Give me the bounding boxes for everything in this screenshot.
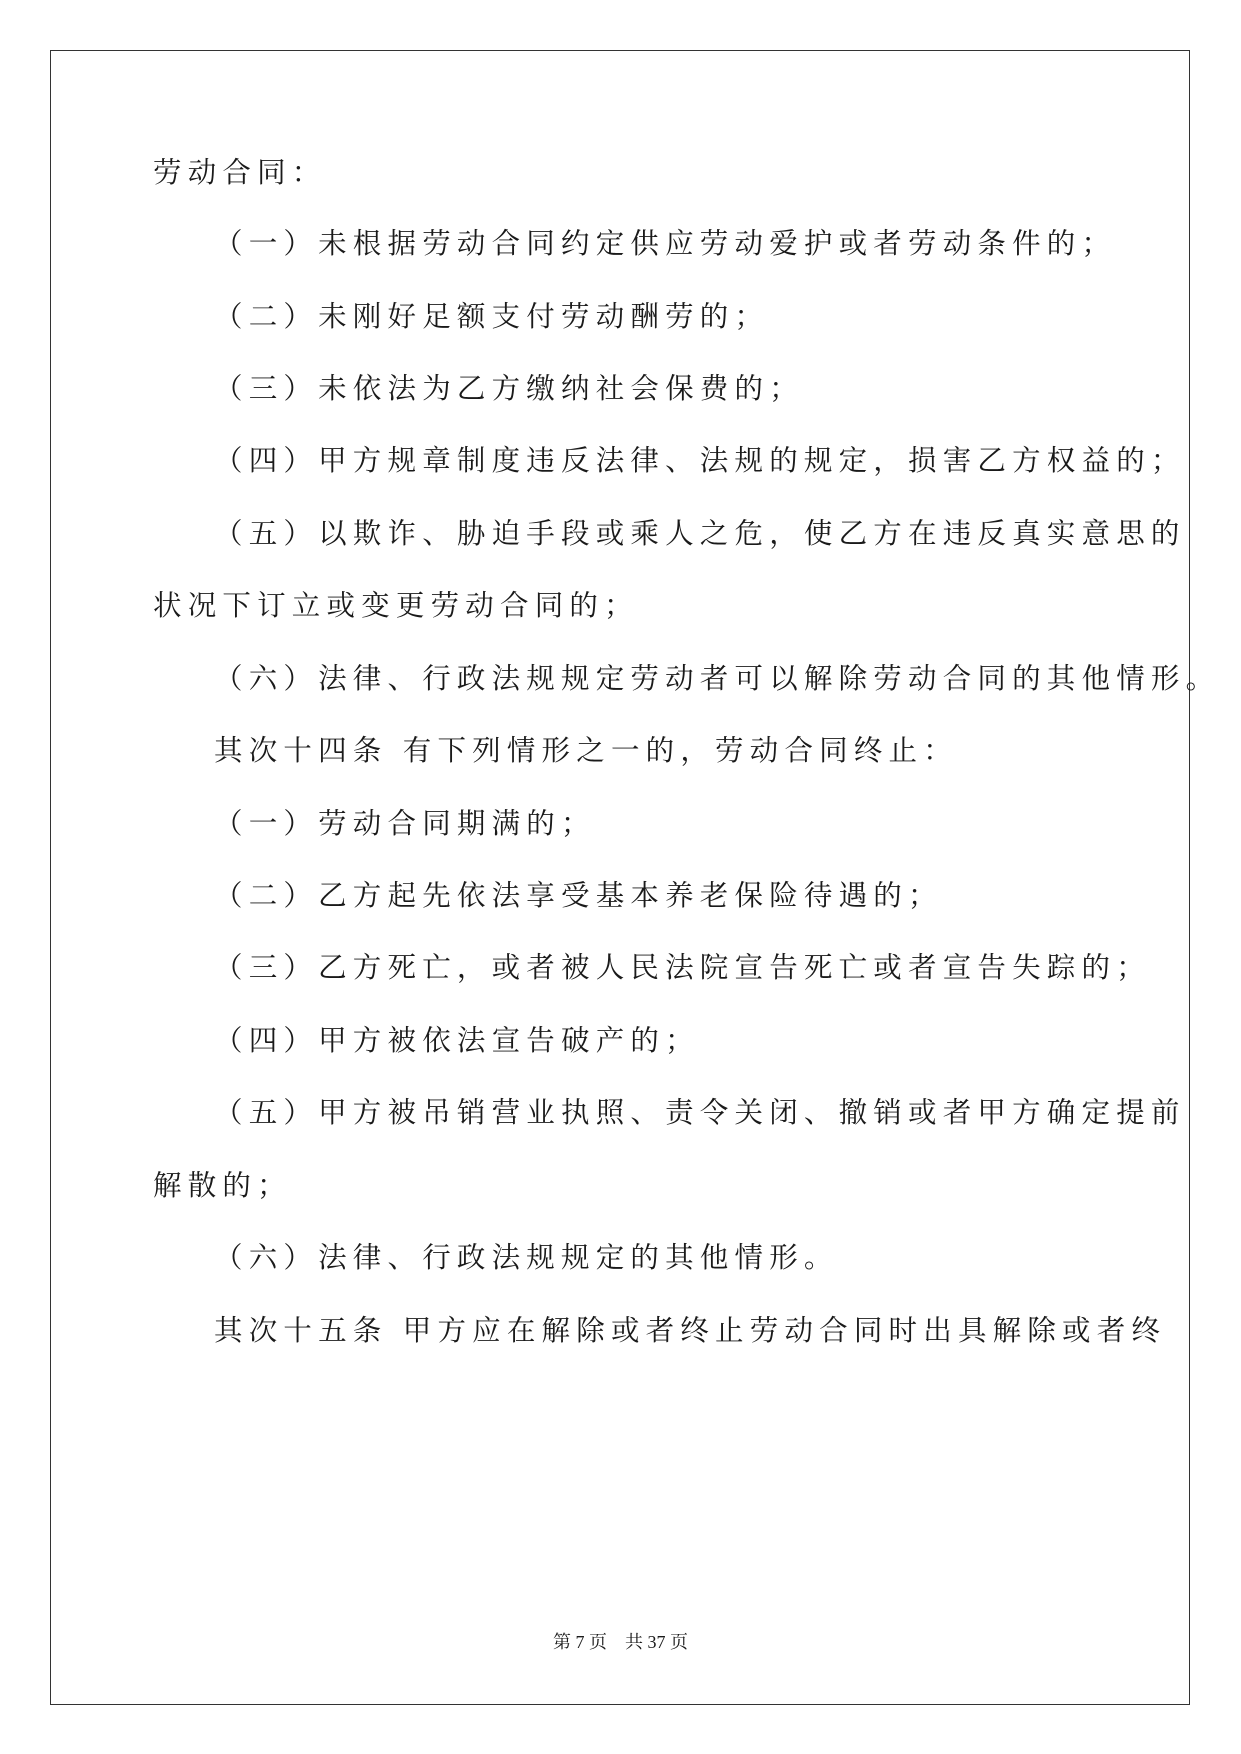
text-line: （六）法律、行政法规规定劳动者可以解除劳动合同的其他情形。 xyxy=(214,662,1221,695)
text-line: 状况下订立或变更劳动合同的； xyxy=(153,589,639,622)
text-line: （三）未依法为乙方缴纳社会保费的； xyxy=(214,372,804,405)
text-line: （三）乙方死亡，或者被人民法院宣告死亡或者宣告失踪的； xyxy=(214,951,1151,984)
text-line: 解散的； xyxy=(153,1169,292,1202)
page-number: 第 7 页 共 37 页 xyxy=(553,1632,688,1652)
text-line: （四）甲方规章制度违反法律、法规的规定，损害乙方权益的； xyxy=(214,444,1186,477)
text-line: （二）未刚好足额支付劳动酬劳的； xyxy=(214,300,770,333)
text-line: （一）未根据劳动合同约定供应劳动爱护或者劳动条件的； xyxy=(214,227,1117,260)
text-line: 其次十四条 有下列情形之一的，劳动合同终止： xyxy=(214,734,958,767)
text-line: （四）甲方被依法宣告破产的； xyxy=(214,1024,700,1057)
text-line: （五）以欺诈、胁迫手段或乘人之危，使乙方在违反真实意思的 xyxy=(214,517,1186,550)
text-line: （二）乙方起先依法享受基本养老保险待遇的； xyxy=(214,879,943,912)
text-line: 劳动合同： xyxy=(153,156,327,189)
text-line: （一）劳动合同期满的； xyxy=(214,807,596,840)
text-line: 其次十五条 甲方应在解除或者终止劳动合同时出具解除或者终 xyxy=(214,1314,1167,1347)
text-line: （五）甲方被吊销营业执照、责令关闭、撤销或者甲方确定提前 xyxy=(214,1096,1186,1129)
text-line: （六）法律、行政法规规定的其他情形。 xyxy=(214,1241,839,1274)
